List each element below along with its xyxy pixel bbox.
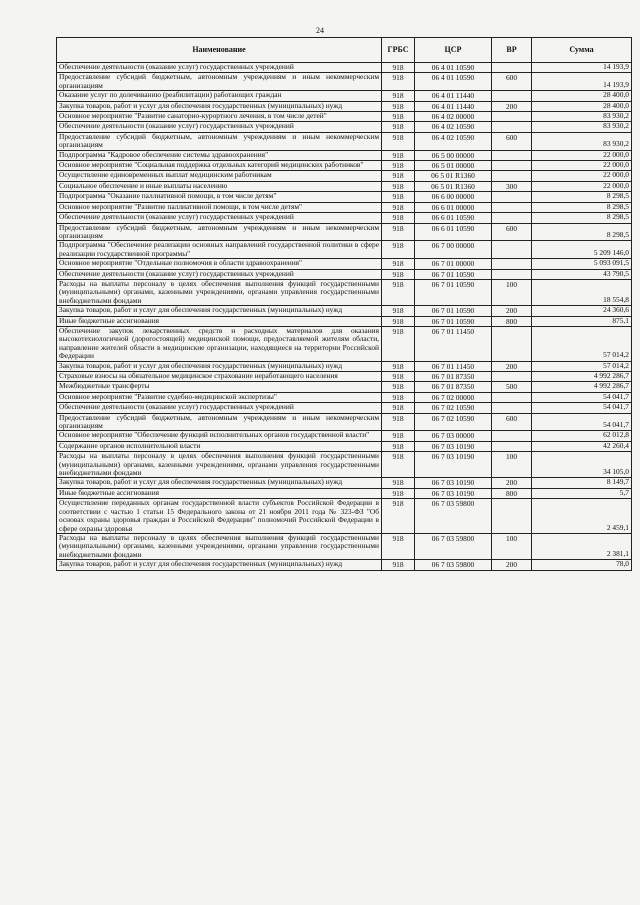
cell-grbs: 918	[382, 403, 415, 413]
cell-name: Подпрограмма "Оказание паллиативной помощи, в том числе детям"	[57, 192, 382, 202]
table-row	[57, 431, 632, 441]
table-row	[57, 382, 632, 392]
cell-grbs: 918	[382, 326, 415, 361]
cell-name: Предоставление субсидий бюджетным, автономным учреждениям и иным некоммерческим организациям	[57, 73, 382, 91]
cell-vr	[492, 202, 532, 212]
cell-sum: 54 041,7	[532, 403, 632, 413]
cell-name: Оказание услуг по долечиванию (реабилитации) работающих граждан	[57, 91, 382, 101]
table-row	[57, 171, 632, 181]
cell-sum: 28 400,0	[532, 91, 632, 101]
cell-vr	[492, 269, 532, 279]
table-row	[57, 91, 632, 101]
table-row	[57, 241, 632, 259]
cell-grbs: 918	[382, 279, 415, 305]
cell-csr: 06 5 01 R1360	[415, 181, 492, 191]
cell-vr	[492, 326, 532, 361]
cell-sum: 83 930,2	[532, 112, 632, 122]
cell-csr: 06 7 02 00000	[415, 392, 492, 402]
cell-csr: 06 5 00 00000	[415, 150, 492, 160]
cell-grbs: 918	[382, 213, 415, 223]
table-row	[57, 223, 632, 241]
cell-sum: 875,1	[532, 316, 632, 326]
cell-grbs: 918	[382, 488, 415, 498]
cell-sum: 8 298,5	[532, 202, 632, 212]
table-row	[57, 63, 632, 73]
cell-grbs: 918	[382, 259, 415, 269]
table-row	[57, 326, 632, 361]
cell-csr: 06 7 03 59800	[415, 533, 492, 559]
cell-name: Предоставление субсидий бюджетным, автономным учреждениям и иным некоммерческим организациям	[57, 413, 382, 431]
cell-grbs: 918	[382, 150, 415, 160]
cell-sum: 5,7	[532, 488, 632, 498]
cell-csr: 06 7 01 87350	[415, 372, 492, 382]
cell-csr: 06 4 02 00000	[415, 112, 492, 122]
cell-name: Подпрограмма "Кадровое обеспечение системы здравоохранения"	[57, 150, 382, 160]
cell-grbs: 918	[382, 269, 415, 279]
header-name: Наименование	[57, 38, 382, 63]
cell-csr: 06 7 00 00000	[415, 241, 492, 259]
cell-vr: 100	[492, 452, 532, 478]
table-row	[57, 560, 632, 570]
cell-vr	[492, 122, 532, 132]
cell-sum: 4 992 286,7	[532, 382, 632, 392]
cell-grbs: 918	[382, 452, 415, 478]
cell-vr	[492, 499, 532, 534]
cell-vr	[492, 171, 532, 181]
cell-vr	[492, 259, 532, 269]
cell-sum: 8 149,7	[532, 478, 632, 488]
cell-grbs: 918	[382, 223, 415, 241]
table-row	[57, 499, 632, 534]
cell-name: Обеспечение деятельности (оказание услуг) государственных учреждений	[57, 122, 382, 132]
cell-name: Основное мероприятие "Социальная поддержка отдельных категорий медицинских работников"	[57, 161, 382, 171]
cell-csr: 06 7 01 10590	[415, 269, 492, 279]
cell-grbs: 918	[382, 171, 415, 181]
cell-name: Расходы на выплаты персоналу в целях обеспечения выполнения функций государственными (муниципальными) органами, казенными учреждениями, органами управления государственными внебюджетными фондами	[57, 533, 382, 559]
cell-name: Основное мероприятие "Обеспечение функций исполнительных органов государственной власти"	[57, 431, 382, 441]
cell-grbs: 918	[382, 431, 415, 441]
cell-sum: 62 012,8	[532, 431, 632, 441]
cell-name: Закупка товаров, работ и услуг для обеспечения государственных (муниципальных) нужд	[57, 361, 382, 371]
header-vr: ВР	[492, 38, 532, 63]
cell-name: Закупка товаров, работ и услуг для обеспечения государственных (муниципальных) нужд	[57, 478, 382, 488]
cell-name: Иные бюджетные ассигнования	[57, 316, 382, 326]
table-body	[57, 63, 632, 571]
cell-grbs: 918	[382, 382, 415, 392]
cell-vr	[492, 241, 532, 259]
cell-vr: 600	[492, 223, 532, 241]
header-row	[57, 38, 632, 63]
table-row	[57, 533, 632, 559]
cell-sum: 78,0	[532, 560, 632, 570]
cell-csr: 06 7 03 59800	[415, 560, 492, 570]
cell-grbs: 918	[382, 112, 415, 122]
cell-sum: 24 360,6	[532, 306, 632, 316]
cell-name: Осуществление единовременных выплат медицинским работникам	[57, 171, 382, 181]
cell-name: Содержание органов исполнительной власти	[57, 441, 382, 451]
cell-vr	[492, 91, 532, 101]
table-row	[57, 122, 632, 132]
cell-sum: 2 459,1	[532, 499, 632, 534]
cell-grbs: 918	[382, 478, 415, 488]
table-row	[57, 441, 632, 451]
cell-sum: 54 041,7	[532, 392, 632, 402]
cell-csr: 06 7 03 00000	[415, 431, 492, 441]
cell-grbs: 918	[382, 91, 415, 101]
cell-csr: 06 7 01 10590	[415, 279, 492, 305]
cell-csr: 06 6 01 10590	[415, 223, 492, 241]
cell-name: Осуществление переданных органам государственной власти субъектов Российской Федерации в соответствии с частью 1 статьи 15 Федерального закона от 21 ноября 2011 года № 323-ФЗ "Об основах охраны здоровья граждан в Российской Федерации" полномочий Российской Федерации в сфере охраны здоровья	[57, 499, 382, 534]
cell-name: Предоставление субсидий бюджетным, автономным учреждениям и иным некоммерческим организациям	[57, 223, 382, 241]
cell-sum: 14 193,9	[532, 63, 632, 73]
table-row	[57, 403, 632, 413]
cell-grbs: 918	[382, 392, 415, 402]
table-row	[57, 372, 632, 382]
cell-sum: 42 260,4	[532, 441, 632, 451]
cell-csr: 06 6 01 10590	[415, 213, 492, 223]
table-row	[57, 488, 632, 498]
cell-sum: 22 000,0	[532, 150, 632, 160]
cell-grbs: 918	[382, 316, 415, 326]
table-row	[57, 452, 632, 478]
cell-name: Обеспечение деятельности (оказание услуг) государственных учреждений	[57, 403, 382, 413]
cell-csr: 06 6 00 00000	[415, 192, 492, 202]
cell-grbs: 918	[382, 441, 415, 451]
table-row	[57, 192, 632, 202]
cell-vr: 600	[492, 413, 532, 431]
cell-csr: 06 4 01 11440	[415, 101, 492, 111]
cell-csr: 06 7 03 10190	[415, 441, 492, 451]
cell-sum: 57 014,2	[532, 326, 632, 361]
header-csr: ЦСР	[415, 38, 492, 63]
cell-grbs: 918	[382, 161, 415, 171]
cell-sum: 8 298,5	[532, 192, 632, 202]
cell-name: Расходы на выплаты персоналу в целях обеспечения выполнения функций государственными (муниципальными) органами, казенными учреждениями, органами управления государственными внебюджетными фондами	[57, 279, 382, 305]
table-row	[57, 132, 632, 150]
cell-csr: 06 4 01 11440	[415, 91, 492, 101]
table-row	[57, 306, 632, 316]
cell-name: Межбюджетные трансферты	[57, 382, 382, 392]
cell-vr	[492, 161, 532, 171]
cell-sum: 22 000,0	[532, 181, 632, 191]
cell-name: Закупка товаров, работ и услуг для обеспечения государственных (муниципальных) нужд	[57, 306, 382, 316]
table-row	[57, 259, 632, 269]
table-row	[57, 413, 632, 431]
cell-name: Обеспечение деятельности (оказание услуг) государственных учреждений	[57, 269, 382, 279]
cell-grbs: 918	[382, 101, 415, 111]
cell-csr: 06 7 01 11450	[415, 361, 492, 371]
cell-sum: 57 014,2	[532, 361, 632, 371]
cell-csr: 06 7 03 10190	[415, 452, 492, 478]
table-row	[57, 112, 632, 122]
table-row	[57, 161, 632, 171]
cell-vr	[492, 441, 532, 451]
cell-csr: 06 4 01 10590	[415, 63, 492, 73]
cell-grbs: 918	[382, 361, 415, 371]
cell-vr	[492, 392, 532, 402]
cell-vr: 300	[492, 181, 532, 191]
cell-csr: 06 7 03 59800	[415, 499, 492, 534]
table-row	[57, 101, 632, 111]
cell-grbs: 918	[382, 306, 415, 316]
cell-name: Обеспечение закупок лекарственных средств и расходных материалов для оказания высокотехнологичной (дорогостоящей) медицинской помощи, предоставляемой жителям области, направление жителей области в медицинские организации, находящиеся на территории Российской Федерации	[57, 326, 382, 361]
cell-csr: 06 7 02 10590	[415, 413, 492, 431]
cell-grbs: 918	[382, 132, 415, 150]
cell-sum: 18 554,8	[532, 279, 632, 305]
table-row	[57, 73, 632, 91]
cell-csr: 06 7 01 10590	[415, 306, 492, 316]
header-sum: Сумма	[532, 38, 632, 63]
cell-grbs: 918	[382, 181, 415, 191]
cell-name: Предоставление субсидий бюджетным, автономным учреждениям и иным некоммерческим организациям	[57, 132, 382, 150]
table-row	[57, 213, 632, 223]
cell-name: Закупка товаров, работ и услуг для обеспечения государственных (муниципальных) нужд	[57, 101, 382, 111]
cell-grbs: 918	[382, 192, 415, 202]
cell-csr: 06 4 02 10590	[415, 132, 492, 150]
cell-name: Основное мероприятие "Развитие паллиативной помощи, в том числе детям"	[57, 202, 382, 212]
cell-vr	[492, 372, 532, 382]
cell-sum: 5 093 091,5	[532, 259, 632, 269]
page-number: 24	[316, 26, 324, 35]
cell-csr: 06 7 01 11450	[415, 326, 492, 361]
table-row	[57, 316, 632, 326]
cell-sum: 43 790,5	[532, 269, 632, 279]
cell-grbs: 918	[382, 241, 415, 259]
cell-sum: 8 298,5	[532, 213, 632, 223]
cell-vr: 200	[492, 560, 532, 570]
cell-name: Социальное обеспечение и иные выплаты населению	[57, 181, 382, 191]
cell-vr	[492, 213, 532, 223]
budget-table	[56, 37, 632, 571]
cell-csr: 06 7 01 87350	[415, 382, 492, 392]
cell-sum: 2 381,1	[532, 533, 632, 559]
cell-sum: 22 000,0	[532, 171, 632, 181]
table-row	[57, 202, 632, 212]
table-row	[57, 279, 632, 305]
cell-csr: 06 5 01 00000	[415, 161, 492, 171]
table-row	[57, 392, 632, 402]
cell-vr	[492, 112, 532, 122]
cell-vr: 200	[492, 306, 532, 316]
cell-vr: 800	[492, 488, 532, 498]
cell-grbs: 918	[382, 499, 415, 534]
cell-vr: 100	[492, 279, 532, 305]
cell-sum: 83 930,2	[532, 132, 632, 150]
cell-csr: 06 6 01 00000	[415, 202, 492, 212]
cell-vr	[492, 63, 532, 73]
cell-name: Подпрограмма "Обеспечение реализации основных направлений государственной политики в сфере реализации государственной программы"	[57, 241, 382, 259]
cell-name: Иные бюджетные ассигнования	[57, 488, 382, 498]
cell-grbs: 918	[382, 202, 415, 212]
cell-grbs: 918	[382, 560, 415, 570]
cell-vr	[492, 431, 532, 441]
cell-csr: 06 7 03 10190	[415, 488, 492, 498]
table-row	[57, 478, 632, 488]
cell-vr: 100	[492, 533, 532, 559]
cell-sum: 34 105,0	[532, 452, 632, 478]
cell-vr	[492, 150, 532, 160]
cell-vr	[492, 192, 532, 202]
cell-vr: 200	[492, 478, 532, 488]
cell-grbs: 918	[382, 413, 415, 431]
header-grbs: ГРБС	[382, 38, 415, 63]
cell-name: Страховые взносы на обязательное медицинское страхование неработающего населения	[57, 372, 382, 382]
cell-vr: 200	[492, 101, 532, 111]
cell-vr	[492, 403, 532, 413]
cell-sum: 4 992 286,7	[532, 372, 632, 382]
table-row	[57, 269, 632, 279]
cell-sum: 8 298,5	[532, 223, 632, 241]
cell-sum: 28 400,0	[532, 101, 632, 111]
cell-vr: 500	[492, 382, 532, 392]
cell-csr: 06 7 01 10590	[415, 316, 492, 326]
cell-name: Основное мероприятие "Развитие судебно-медицинской экспертизы"	[57, 392, 382, 402]
table-row	[57, 150, 632, 160]
cell-sum: 5 209 146,0	[532, 241, 632, 259]
cell-csr: 06 4 02 10590	[415, 122, 492, 132]
table-row	[57, 361, 632, 371]
cell-vr: 600	[492, 132, 532, 150]
table-row	[57, 181, 632, 191]
cell-sum: 14 193,9	[532, 73, 632, 91]
cell-name: Обеспечение деятельности (оказание услуг) государственных учреждений	[57, 213, 382, 223]
cell-sum: 83 930,2	[532, 122, 632, 132]
cell-name: Расходы на выплаты персоналу в целях обеспечения выполнения функций государственными (муниципальными) органами, казенными учреждениями, органами управления государственными внебюджетными фондами	[57, 452, 382, 478]
cell-grbs: 918	[382, 372, 415, 382]
cell-vr: 600	[492, 73, 532, 91]
cell-grbs: 918	[382, 122, 415, 132]
cell-grbs: 918	[382, 533, 415, 559]
cell-grbs: 918	[382, 63, 415, 73]
cell-csr: 06 5 01 R1360	[415, 171, 492, 181]
cell-csr: 06 7 02 10590	[415, 403, 492, 413]
cell-sum: 54 041,7	[532, 413, 632, 431]
cell-name: Закупка товаров, работ и услуг для обеспечения государственных (муниципальных) нужд	[57, 560, 382, 570]
cell-vr: 200	[492, 361, 532, 371]
cell-csr: 06 7 03 10190	[415, 478, 492, 488]
cell-sum: 22 000,0	[532, 161, 632, 171]
cell-vr: 800	[492, 316, 532, 326]
cell-csr: 06 7 01 00000	[415, 259, 492, 269]
cell-csr: 06 4 01 10590	[415, 73, 492, 91]
cell-name: Основное мероприятие "Развитие санаторно-курортного лечения, в том числе детей"	[57, 112, 382, 122]
cell-grbs: 918	[382, 73, 415, 91]
cell-name: Основное мероприятие "Отдельные полномочия в области здравоохранения"	[57, 259, 382, 269]
cell-name: Обеспечение деятельности (оказание услуг) государственных учреждений	[57, 63, 382, 73]
